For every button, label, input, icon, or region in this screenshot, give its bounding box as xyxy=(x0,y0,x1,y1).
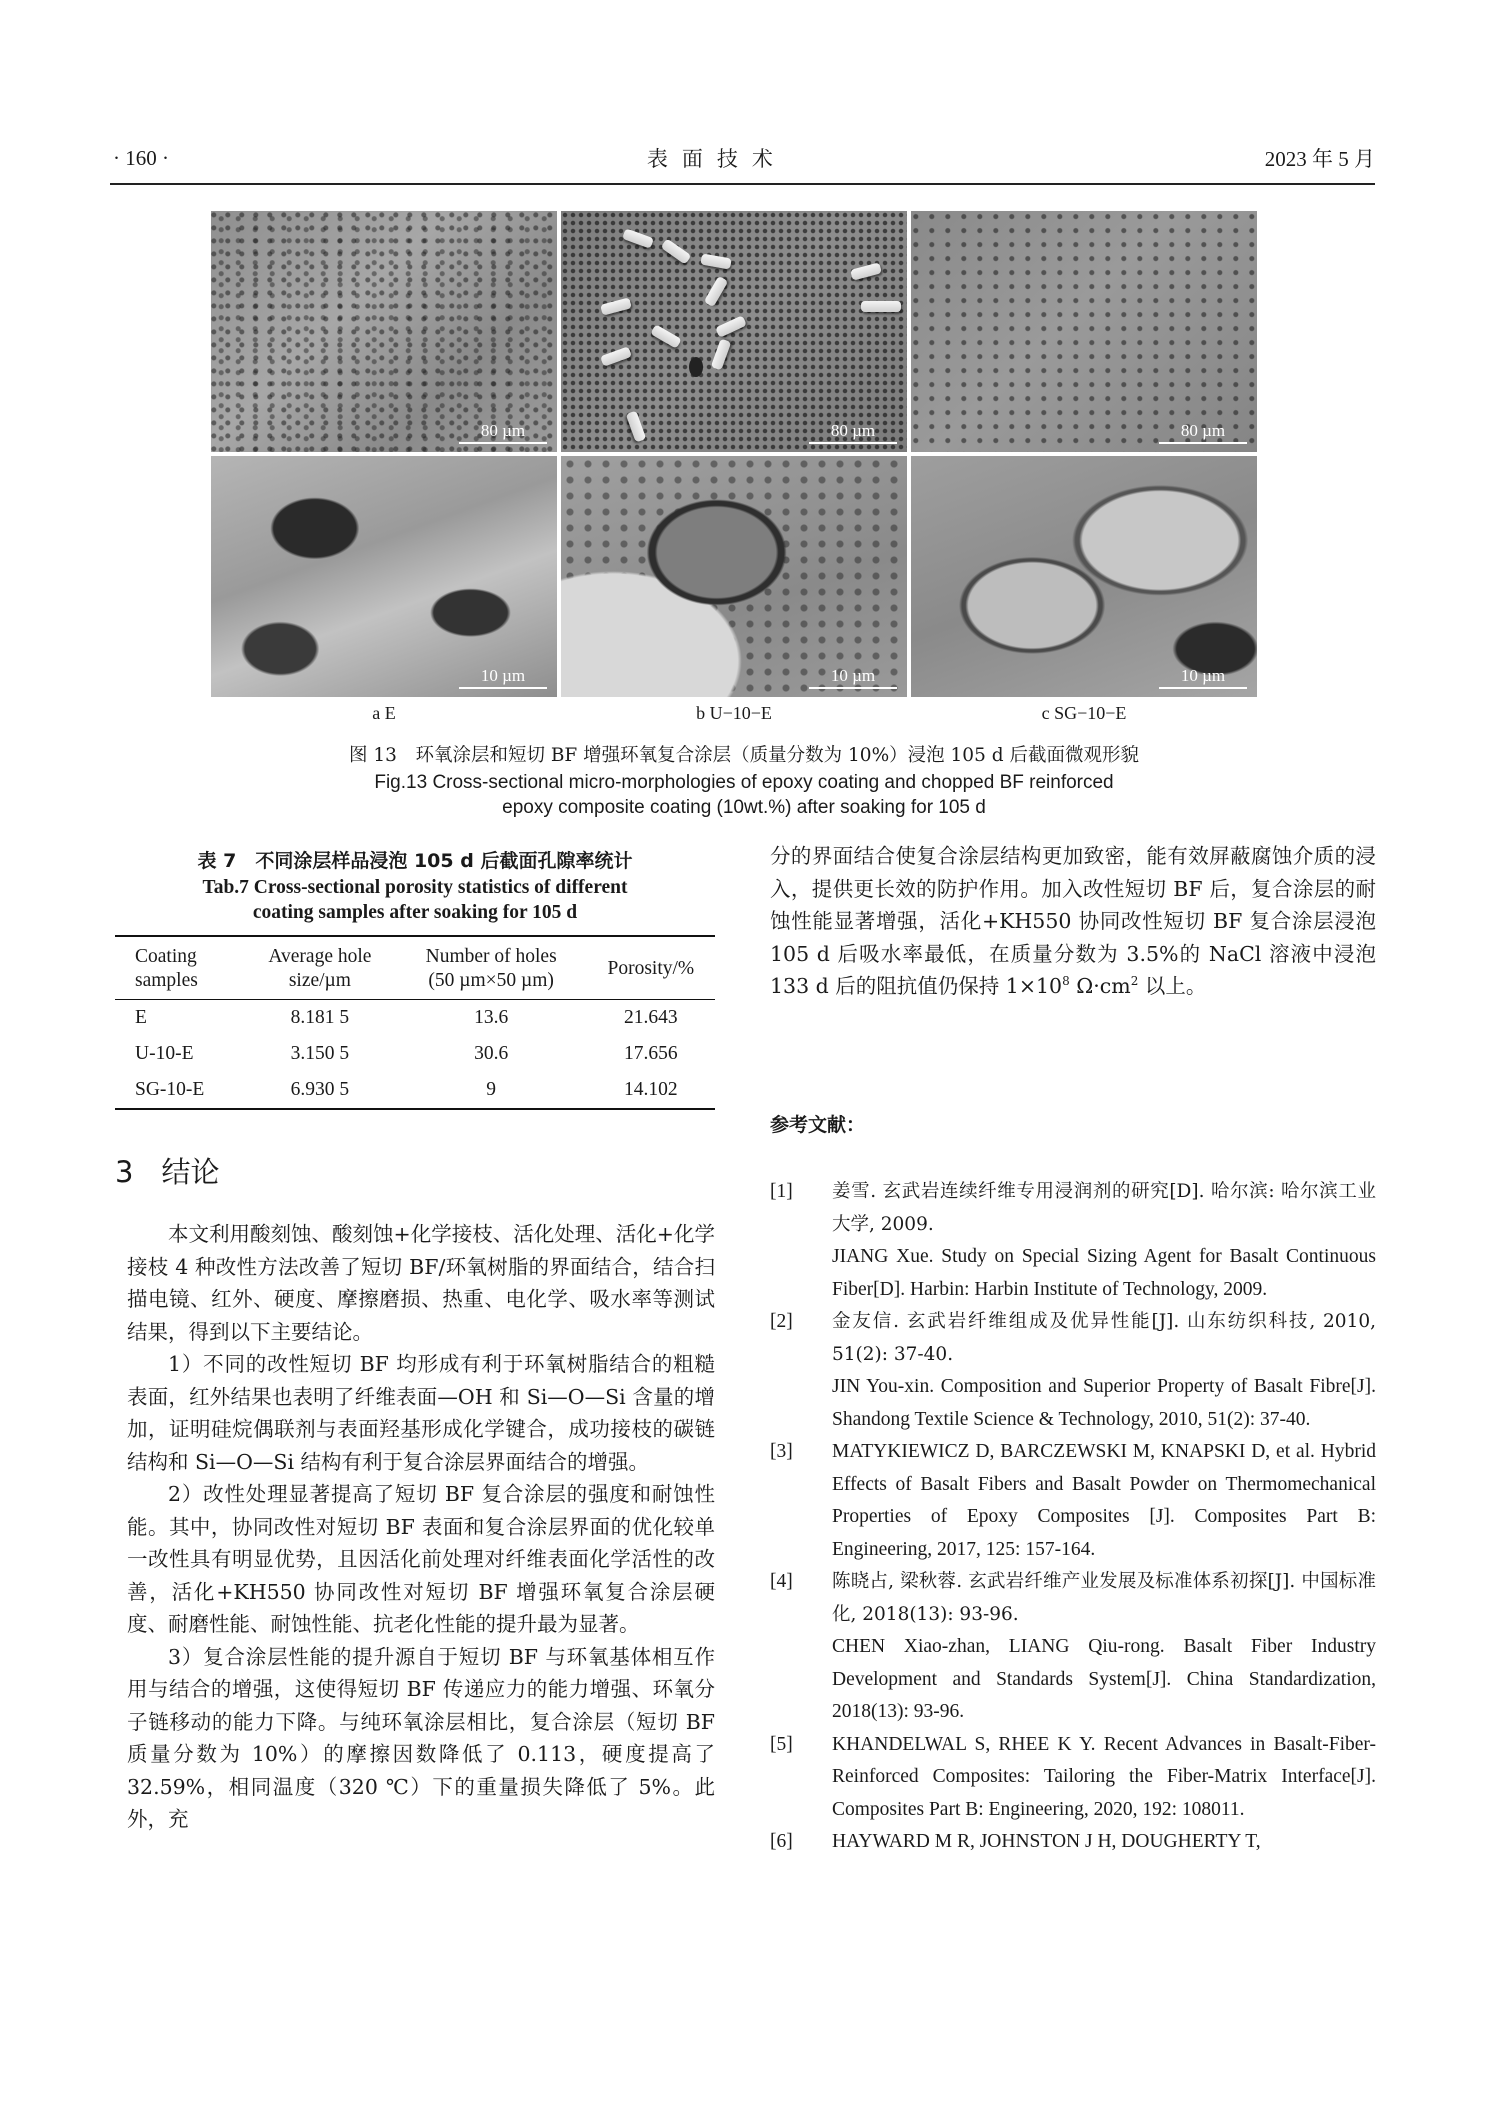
micrograph-c-surface xyxy=(911,211,1257,452)
fiber-fragment xyxy=(700,253,731,269)
scale-bar: 10 µm xyxy=(809,666,897,689)
fiber-fragment xyxy=(715,315,747,338)
fiber-fragment xyxy=(661,238,692,264)
fiber-fragment xyxy=(600,297,632,315)
fiber-fragment xyxy=(711,339,732,371)
reference-list xyxy=(770,1176,1376,1859)
paragraph-continuation: 分的界面结合使复合涂层结构更加致密，能有效屏蔽腐蚀介质的浸入，提供更长效的防护作用。加入改性短切 BF 后，复合涂层的耐蚀性能显著增强，活化+KH550 协同改性短切 BF 复合涂层浸泡 105 d 后吸水率最低，在质量分数为 3.5%的 NaCl 溶液中浸泡 133 d 后的阻抗值仍保持 $1\times 10^8$ $\Omega\cdot cm^2$ 以上。 xyxy=(770,844,1376,998)
micrograph-b-fracture xyxy=(561,456,907,697)
table-header-row xyxy=(115,936,715,1000)
fiber-fragment xyxy=(622,228,654,249)
running-header xyxy=(113,140,1375,176)
paragraph-conclusion-1: 1）不同的改性短切 BF 均形成有利于环氧树脂结合的粗糙表面，红外结果也表明了纤维表面—OH 和 Si—O—Si 含量的增加，证明硅烷偶联剂与表面羟基形成化学键合，成功接枝的碳链结构和 Si—O—Si 结构有利于复合涂层界面结合的增强。 xyxy=(127,1352,715,1474)
porosity-table xyxy=(115,935,715,1110)
micrograph-a-surface xyxy=(211,211,557,452)
paragraph-conclusion-2: 2）改性处理显著提高了短切 BF 复合涂层的强度和耐蚀性能。其中，协同改性对短切 BF 表面和复合涂层界面的优化较单一改性具有明显优势，且因活化前处理对纤维表面化学活性的改善，活化+KH550 协同改性对短切 BF 增强环氧复合涂层硬度、耐磨性能、耐蚀性能、抗老化性能的提升最为显著。 xyxy=(127,1482,715,1636)
figure-caption-zh: 图 13 环氧涂层和短切 BF 增强环氧复合涂层（质量分数为 10%）浸泡 105 d 后截面微观形貌 xyxy=(349,745,1139,766)
reference-item: [3] MATYKIEWICZ D, BARCZEWSKI M, KNAPSKI D, et al. Hybrid Effects of Basalt Fibers and Basalt Powder on Thermomechanical Properties of Epoxy Composites [J]. Composites Part B: Engineering, 2017, 125: 157-164. xyxy=(770,1441,1376,1560)
subfigure-label-b: b U−10−E xyxy=(696,703,772,723)
fiber-fragment xyxy=(861,301,901,312)
references-heading: 参考文献： xyxy=(770,1114,866,1136)
table-row: SG-10-E 6.930 5 9 14.102 xyxy=(115,1072,715,1109)
fiber-fragment xyxy=(850,262,882,280)
pore xyxy=(689,357,703,377)
reference-item: [6] HAYWARD M R, JOHNSTON J H, DOUGHERTY T, xyxy=(770,1831,1261,1852)
scale-bar: 10 µm xyxy=(459,666,547,689)
subfigure-label-a: a E xyxy=(372,703,396,723)
fiber-fragment xyxy=(626,411,647,443)
table-caption-zh: 表 7 不同涂层样品浸泡 105 d 后截面孔隙率统计 xyxy=(197,850,633,872)
reference-item: [4] 陈晓占, 梁秋蓉. 玄武岩纤维产业发展及标准体系初探[J]. 中国标准化, 2018(13): 93-96. CHEN Xiao-zhan, LIANG Qiu-rong. Basalt Fiber Industry Development and Standards System[J]. China Standardization, 2018(13): 93-96. xyxy=(770,1571,1376,1722)
table-row: U-10-E 3.150 5 30.6 17.656 xyxy=(135,1043,678,1064)
subfigure-labels xyxy=(211,703,1257,724)
section-heading xyxy=(115,1150,219,1191)
col-average-hole-size: Average hole size/µm xyxy=(268,946,372,991)
fiber-fragment xyxy=(650,324,681,349)
figure-caption-en-1: Fig.13 Cross-sectional micro-morphologies of epoxy coating and chopped BF reinforced xyxy=(374,772,1114,793)
conclusion-continued xyxy=(770,840,1376,1003)
scale-bar: 80 µm xyxy=(459,421,547,444)
figure-caption-en-2: epoxy composite coating (10wt.%) after soaking for 105 d xyxy=(502,797,986,818)
conclusion-body xyxy=(127,1218,715,1836)
reference-item: [5] KHANDELWAL S, RHEE K Y. Recent Advances in Basalt-Fiber-Reinforced Composites: Tailoring the Fiber-Matrix Interface[J]. Composites Part B: Engineering, 2020, 192: 108011. xyxy=(770,1733,1376,1820)
table-caption xyxy=(115,848,715,925)
issue-date: 2023 年 5 月 xyxy=(1264,147,1375,171)
micrograph-grid xyxy=(211,211,1257,697)
journal-title: 表面技术 xyxy=(646,147,787,171)
figure-13 xyxy=(211,211,1257,724)
col-number-of-holes: Number of holes (50 µm×50 µm) xyxy=(425,946,557,991)
reference-item: [1] 姜雪. 玄武岩连续纤维专用浸润剂的研究[D]. 哈尔滨: 哈尔滨工业大学, 2009. JIANG Xue. Study on Special Sizing Agent for Basalt Continuous Fiber[D]. Harbin: Harbin Institute of Technology, 2009. xyxy=(770,1181,1376,1300)
table-7-block xyxy=(115,848,715,1110)
micrograph-c-fracture xyxy=(911,456,1257,697)
table-row: E 8.181 5 13.6 21.643 xyxy=(135,1007,678,1028)
fiber-fragment xyxy=(600,346,632,367)
table-caption-en-2: coating samples after soaking for 105 d xyxy=(252,902,578,923)
header-rule xyxy=(110,183,1375,185)
paragraph-conclusion-3: 3）复合涂层性能的提升源自于短切 BF 与环氧基体相互作用与结合的增强，这使得短切 BF 传递应力的能力增强、环氧分子链移动的能力下降。与纯环氧涂层相比，复合涂层（短切 BF 质量分数为 10%）的摩擦因数降低了 0.113，硬度提高了 32.59%，相同温度（320 ℃）下的重量损失降低了 5%。此外，充 xyxy=(127,1644,715,1831)
subfigure-label-c: c SG−10−E xyxy=(1041,703,1127,723)
paragraph-intro: 本文利用酸刻蚀、酸刻蚀+化学接枝、活化处理、活化+化学接枝 4 种改性方法改善了短切 BF/环氧树脂的界面结合，结合扫描电镜、红外、硬度、摩擦磨损、热重、电化学、吸水率等测试结果，得到以下主要结论。 xyxy=(127,1222,715,1344)
col-coating-samples: Coating samples xyxy=(135,946,198,991)
page-number: · 160 · xyxy=(113,145,169,170)
table-caption-en-1: Tab.7 Cross-sectional porosity statistics of different xyxy=(202,877,628,898)
scale-bar: 80 µm xyxy=(1159,421,1247,444)
section-number: 3 xyxy=(115,1155,134,1189)
scale-bar: 10 µm xyxy=(1159,666,1247,689)
scale-bar: 80 µm xyxy=(809,421,897,444)
micrograph-a-fracture xyxy=(211,456,557,697)
fiber-fragment xyxy=(704,276,729,307)
figure-caption xyxy=(160,743,1328,820)
micrograph-b-surface xyxy=(561,211,907,452)
col-porosity: Porosity/% xyxy=(607,958,695,979)
section-title: 结论 xyxy=(161,1155,220,1189)
reference-item: [2] 金友信. 玄武岩纤维组成及优异性能[J]. 山东纺织科技, 2010, 51(2): 37-40. JIN You-xin. Composition and Superior Property of Basalt Fibre[J]. Shandong Textile Science & Technology, 2010, 51(2): 37-40. xyxy=(770,1311,1376,1430)
